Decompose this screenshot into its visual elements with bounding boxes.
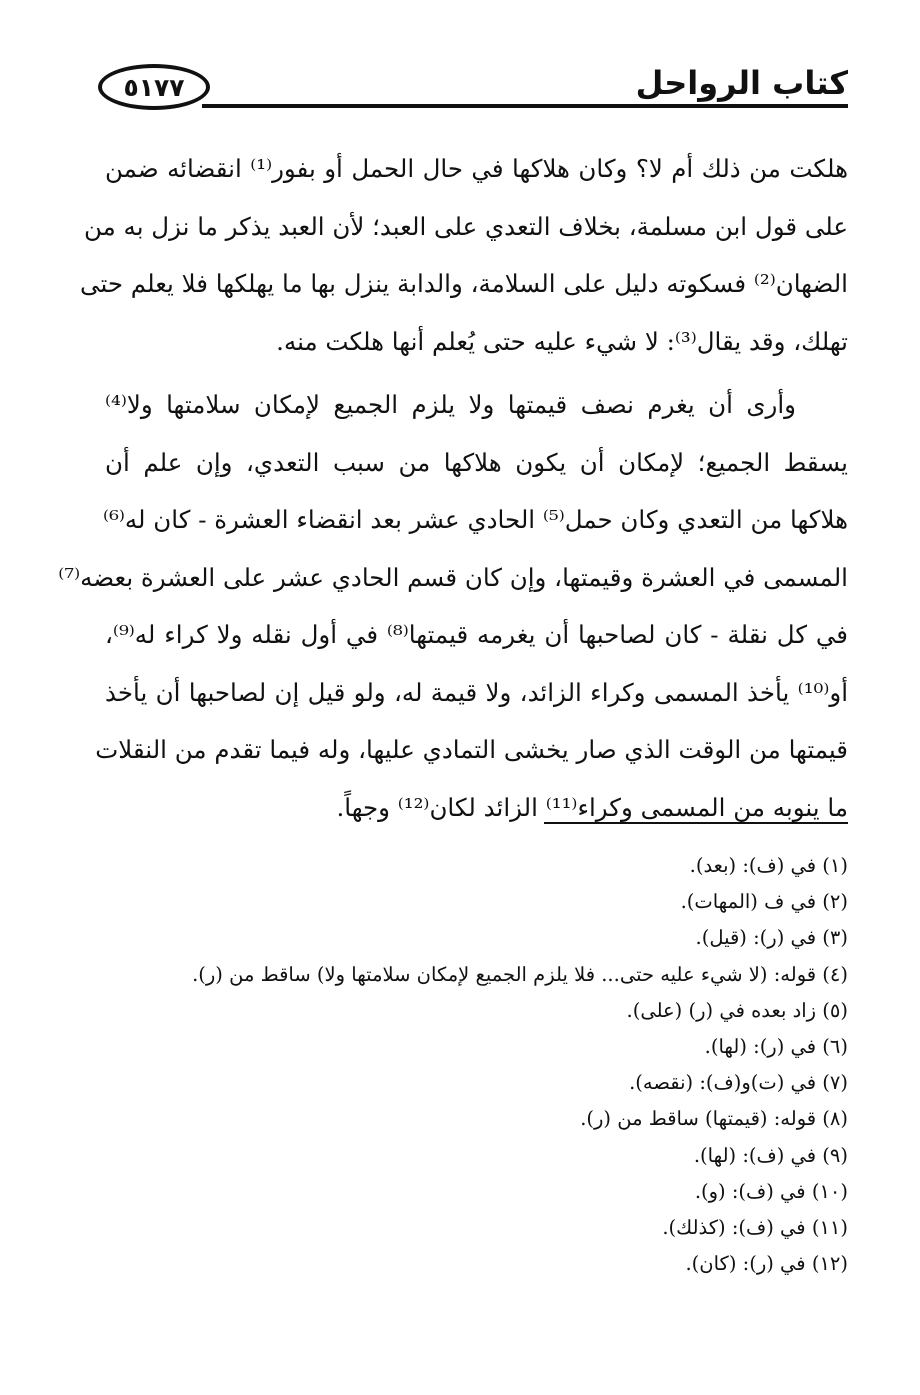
page-number-badge bbox=[98, 64, 210, 110]
main-text bbox=[58, 140, 848, 836]
text-line: ما ينوبه من المسمى وكراء⁽¹¹⁾ الزائد لكان⁽¹²⁾ وجهاً. bbox=[336, 792, 848, 822]
footnote: (٢) في ف (المهات). bbox=[680, 890, 848, 914]
footnotes bbox=[120, 848, 848, 1282]
text-line: الضهان⁽²⁾ فسكوته دليل على السلامة، والدابة ينزل بها ما يهلكها فلا يعلم حتى bbox=[80, 269, 848, 298]
footnote: (٣) في (ر): (قيل). bbox=[695, 926, 848, 950]
text-line: هلكت من ذلك أم لا؟ وكان هلاكها في حال الحمل أو بفور⁽¹⁾ انقضائه ضمن bbox=[105, 154, 848, 183]
footnote-divider bbox=[544, 822, 848, 824]
text-line: وأرى أن يغرم نصف قيمتها ولا يلزم الجميع لإمكان سلامتها ولا⁽⁴⁾ bbox=[105, 390, 796, 419]
footnote: (٤) قوله: (لا شيء عليه حتى... فلا يلزم الجميع لإمكان سلامتها ولا) ساقط من (ر). bbox=[192, 962, 848, 986]
page-header bbox=[98, 56, 848, 114]
text-line: على قول ابن مسلمة، بخلاف التعدي على العبد؛ لأن العبد يذكر ما نزل به من bbox=[84, 211, 848, 241]
book-title: كتاب الرواحل bbox=[635, 64, 848, 102]
footnote: (١٠) في (ف): (و). bbox=[694, 1179, 848, 1203]
footnote: (١٢) في (ر): (كان). bbox=[685, 1252, 848, 1276]
text-line: هلاكها من التعدي وكان حمل⁽⁵⁾ الحادي عشر بعد انقضاء العشرة - كان له⁽⁶⁾ bbox=[103, 505, 848, 534]
page-number: ٥١٧٧ bbox=[123, 72, 185, 102]
text-line: المسمى في العشرة وقيمتها، وإن كان قسم الحادي عشر على العشرة بعضه⁽⁷⁾ bbox=[58, 562, 848, 592]
text-line: في كل نقلة - كان لصاحبها أن يغرمه قيمتها⁽⁸⁾ في أول نقله ولا كراء له⁽⁹⁾، bbox=[105, 620, 848, 649]
text-line: تهلك، وقد يقال⁽³⁾: لا شيء عليه حتى يُعلم أنها هلكت منه. bbox=[276, 326, 848, 356]
text-line: يسقط الجميع؛ لإمكان أن يكون هلاكها من سبب التعدي، وإن علم أن bbox=[105, 447, 848, 477]
text-line: قيمتها من الوقت الذي صار يخشى التمادي عليها، وله فيما تقدم من النقلات bbox=[95, 735, 848, 764]
footnote: (٦) في (ر): (لها). bbox=[704, 1034, 848, 1058]
footnote: (٨) قوله: (قيمتها) ساقط من (ر). bbox=[580, 1107, 848, 1131]
footnote: (١) في (ف): (بعد). bbox=[689, 854, 848, 877]
footnote: (٥) زاد بعده في (ر) (على). bbox=[626, 998, 848, 1022]
footnote: (١١) في (ف): (كذلك). bbox=[662, 1215, 848, 1239]
text-line: أو⁽¹⁰⁾ يأخذ المسمى وكراء الزائد، ولا قيمة له، ولو قيل إن لصاحبها أن يأخذ bbox=[105, 677, 848, 707]
header-rule bbox=[202, 104, 848, 108]
footnote: (٧) في (ت)و(ف): (نقصه). bbox=[629, 1071, 848, 1095]
footnote: (٩) في (ف): (لها). bbox=[693, 1143, 848, 1167]
